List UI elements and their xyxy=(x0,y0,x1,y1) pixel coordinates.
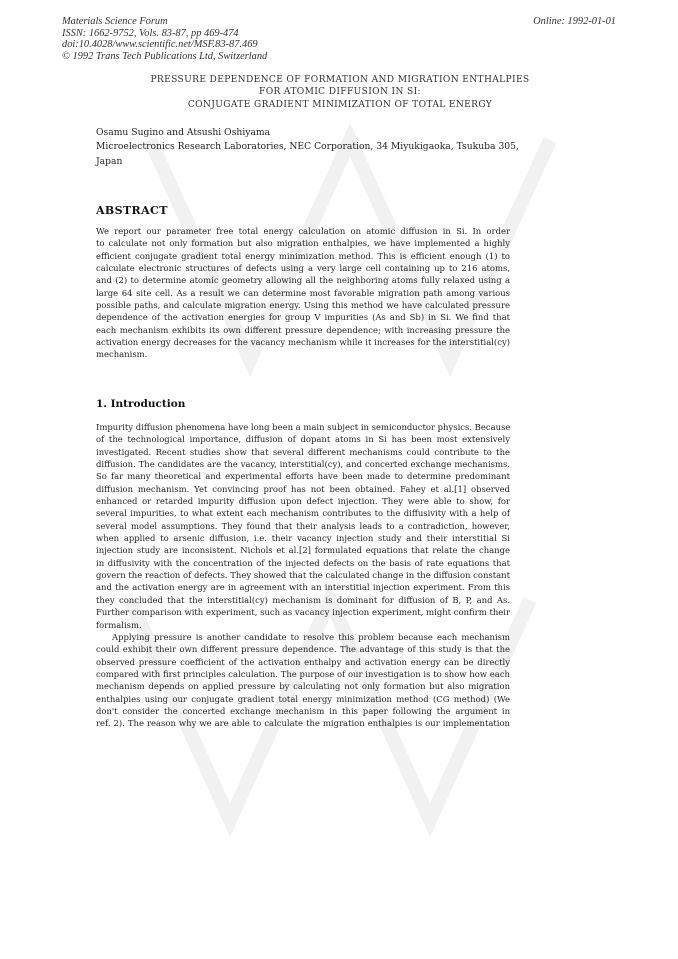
paper-title xyxy=(80,74,600,111)
text-line: We report our parameter free total energy calculation on atomic diffusion in Si. In order xyxy=(96,226,510,236)
copyright-line: © 1992 Trans Tech Publications Ltd, Switzerland xyxy=(62,50,268,62)
author-block xyxy=(96,126,519,169)
text-line: mechanism. xyxy=(96,349,148,360)
text-line: diffusion. The candidates are the vacancy, interstitial(cy), and concerted exchange mechanisms. xyxy=(96,459,510,470)
abstract-heading: ABSTRACT xyxy=(96,204,168,217)
journal-name: Materials Science Forum xyxy=(62,16,168,27)
text-line: to calculate not only formation but also migration enthalpies, we have implemented a highly xyxy=(96,238,510,249)
text-line: So far many theoretical and experimental efforts have been made to determine predominant xyxy=(96,471,510,482)
journal-header xyxy=(62,16,616,62)
text-line: efficient conjugate gradient total energy minimization method. This is efficient enough (1) to xyxy=(96,250,510,261)
text-line: Impurity diffusion phenomena have long been a main subject in semiconductor physics. Because xyxy=(96,422,510,432)
text-line: could exhibit their own different pressure dependence. The advantage of this study is that the xyxy=(96,644,510,655)
intro-text xyxy=(96,421,510,730)
text-line: compared with first principles calculation. The purpose of our investigation is to show how each xyxy=(96,668,510,679)
title-line: CONJUGATE GRADIENT MINIMIZATION OF TOTAL ENERGY xyxy=(187,99,493,110)
text-line: observed pressure coefficient of the activation enthalpy and activation energy can be directly xyxy=(96,656,510,667)
text-line: and (2) to determine atomic geometry allowing all the neighboring atoms fully relaxed using a xyxy=(96,275,510,286)
text-line: several model assumptions. They found that their analysis leads to a contradiction, however, xyxy=(96,520,510,531)
title-line: PRESSURE DEPENDENCE OF FORMATION AND MIGRATION ENTHALPIES xyxy=(150,75,530,85)
text-line: in diffusivity with the concentration of the injected defects on the basis of rate equations that xyxy=(96,557,510,568)
text-line: don't consider the concerted exchange mechanism in this paper following the argument in xyxy=(96,705,510,716)
text-line: possible paths, and calculate migration energy. Using this method we have calculated pressure xyxy=(96,300,510,311)
text-line: injection study are inconsistent. Nichols et al.[2] formulated equations that relate the change xyxy=(96,545,510,556)
text-line: and the activation energy are in agreement with an interstitial injection experiment. From this xyxy=(96,582,510,593)
text-line: several impurities, to what extent each mechanism contributes to the diffusivity with a help of xyxy=(96,508,510,519)
text-line: of the technological importance, diffusion of dopant atoms in Si has been most extensively xyxy=(96,434,510,445)
title-line: FOR ATOMIC DIFFUSION IN SI: xyxy=(259,87,421,98)
text-line: investigated. Recent studies show that several different mechanisms could contribute to the xyxy=(96,446,510,457)
text-line: enhanced or retarded impurity diffusion upon defect injection. They were able to show, for xyxy=(96,496,510,507)
text-line: diffusion mechanism. Yet convincing proof has not been obtained. Fahey et al.[1] observed xyxy=(96,483,510,494)
text-line: enthalpies using our conjugate gradient total energy minimization method (CG method) (We xyxy=(96,693,510,704)
text-line: when applied to arsenic diffusion, i.e. their vacancy injection study and their interstitial Si xyxy=(96,533,510,544)
doi-line: doi:10.4028/www.scientific.net/MSF.83-87.469 xyxy=(62,39,258,51)
text-line: mechanism depends on applied pressure by calculating not only formation but also migration xyxy=(96,681,510,692)
text-line: calculate electronic structures of defects using a very large cell containing up to 216 atoms, xyxy=(96,263,510,274)
abstract-text xyxy=(96,225,510,361)
text-line: govern the reaction of defects. They showed that the calculated change in the diffusion constant xyxy=(96,570,510,581)
online-date: Online: 1992-01-01 xyxy=(533,16,616,27)
text-line: Applying pressure is another candidate to resolve this problem because each mechanism xyxy=(112,631,510,642)
text-line: each mechanism exhibits its own different pressure dependence; with increasing pressure the xyxy=(96,324,510,335)
intro-heading: 1. Introduction xyxy=(96,398,186,410)
issn-line: ISSN: 1662-9752, Vols. 83-87, pp 469-474 xyxy=(62,27,239,39)
affiliation: Microelectronics Research Laboratories, NEC Corporation, 34 Miyukigaoka, Tsukuba 305, xyxy=(96,141,519,153)
text-line: formalism. xyxy=(96,619,142,630)
text-line: they concluded that the interstitial(cy) mechanism is dominant for diffusion of B, P, and As. xyxy=(96,594,510,605)
text-line: Further comparison with experiment, such as vacancy injection experiment, might confirm their xyxy=(96,607,510,618)
text-line: dependence of the activation energies for group V impurities (As and Sb) in Si. We find that xyxy=(96,312,510,323)
text-line: ref. 2). The reason why we are able to calculate the migration enthalpies is our implementation xyxy=(96,718,510,729)
text-line: large 64 site cell. As a result we can determine most favorable migration path among various xyxy=(96,287,510,298)
affiliation-country: Japan xyxy=(96,155,123,167)
author-names: Osamu Sugino and Atsushi Oshiyama xyxy=(96,127,271,138)
text-line: activation energy decreases for the vacancy mechanism while it increases for the interstitial(cy) xyxy=(96,337,510,348)
